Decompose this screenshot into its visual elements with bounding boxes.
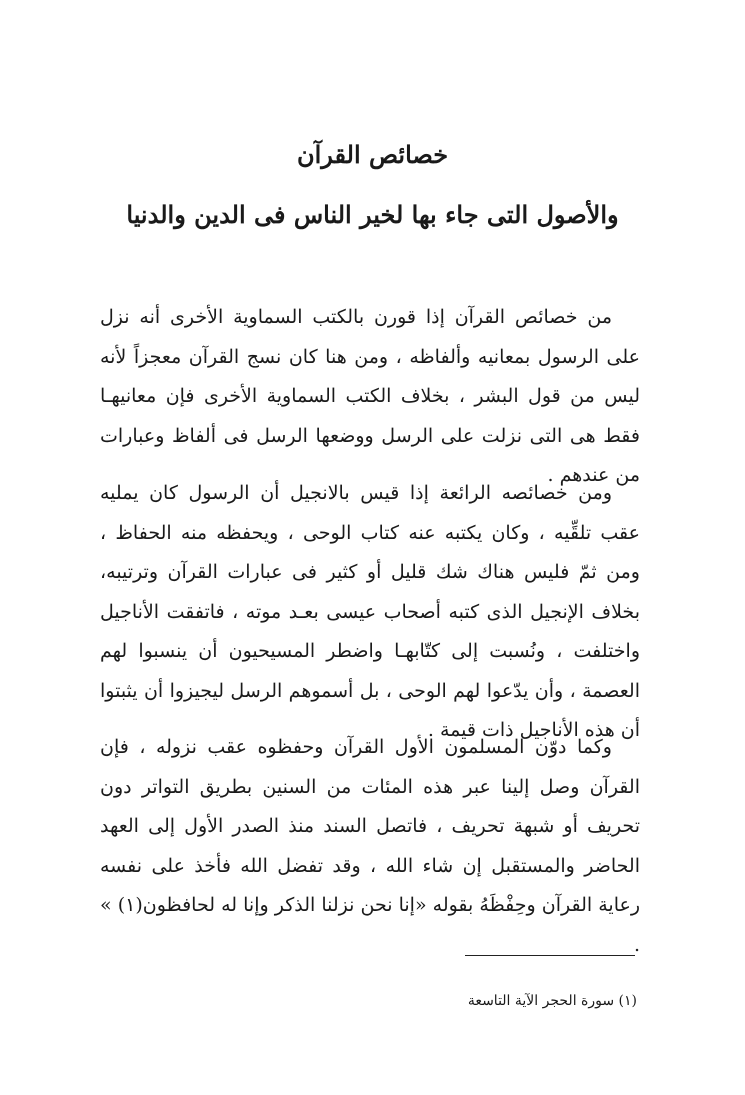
paragraph-text: ومن خصائصه الرائعة إذا قيس بالانجيل أن الرسول كان يمليه عقب تلقِّيه ، وكان يكتبه عنه كتاب الوحى ، ويحفظه منه الحفاظ ، ومن ثمّ فليس هناك شك قليل أو كثير فى عبارات القرآن وترتيبه، بخلاف الإنجيل الذى كتبه أصحاب عيسى بعـد موته ، فاتفقت الأناجيل واختلفت ، ونُسبت إلى كتّابهـا واضطر المسيحيون أن ينسبوا لهم العصمة ، وأن يدّعوا لهم الوحى ، بل أسموهم الرسل ليجيزوا أن يثبتوا أن هذه الأناجيل ذات قيمة . <box>100 482 640 741</box>
paragraph-text: من خصائص القرآن إذا قورن بالكتب السماوية الأخرى أنه نزل على الرسول بمعانيه وألفاظه ، ومن هنا كان نسج القرآن معجزاً لأنه ليس من قول البشر ، بخلاف الكتب السماوية الأخرى فإن معانيهـا فقط هى التى نزلت على الرسل ووضعها الرسل فى ألفاظ وعبارات من عندهم . <box>100 306 640 486</box>
paragraph-text: وكما دوّن المسلمون الأول القرآن وحفظوه عقب نزوله ، فإن القرآن وصل إلينا عبر هذه المئات من السنين بطريق التواتر دون تحريف أو شبهة تحريف ، فاتصل السند منذ الصدر الأول إلى العهد الحاضر والمستقبل إن شاء الله ، وقد تفضل الله فأخذ على نفسه رعاية القرآن وحِفْظَهُ بقوله «إنا نحن نزلنا الذكر وإنا له لحافظون(١) » . <box>100 736 640 956</box>
body-paragraph-1 <box>100 298 640 496</box>
chapter-title: خصائص القرآن <box>296 140 449 169</box>
footnote: (١) سورة الحجر الآية التاسعة <box>467 993 637 1009</box>
footnote-divider <box>465 955 635 956</box>
body-paragraph-2 <box>100 474 640 751</box>
body-paragraph-3 <box>100 728 640 965</box>
chapter-subtitle: والأصول التى جاء بها لخير الناس فى الدين والدنيا <box>126 200 619 229</box>
